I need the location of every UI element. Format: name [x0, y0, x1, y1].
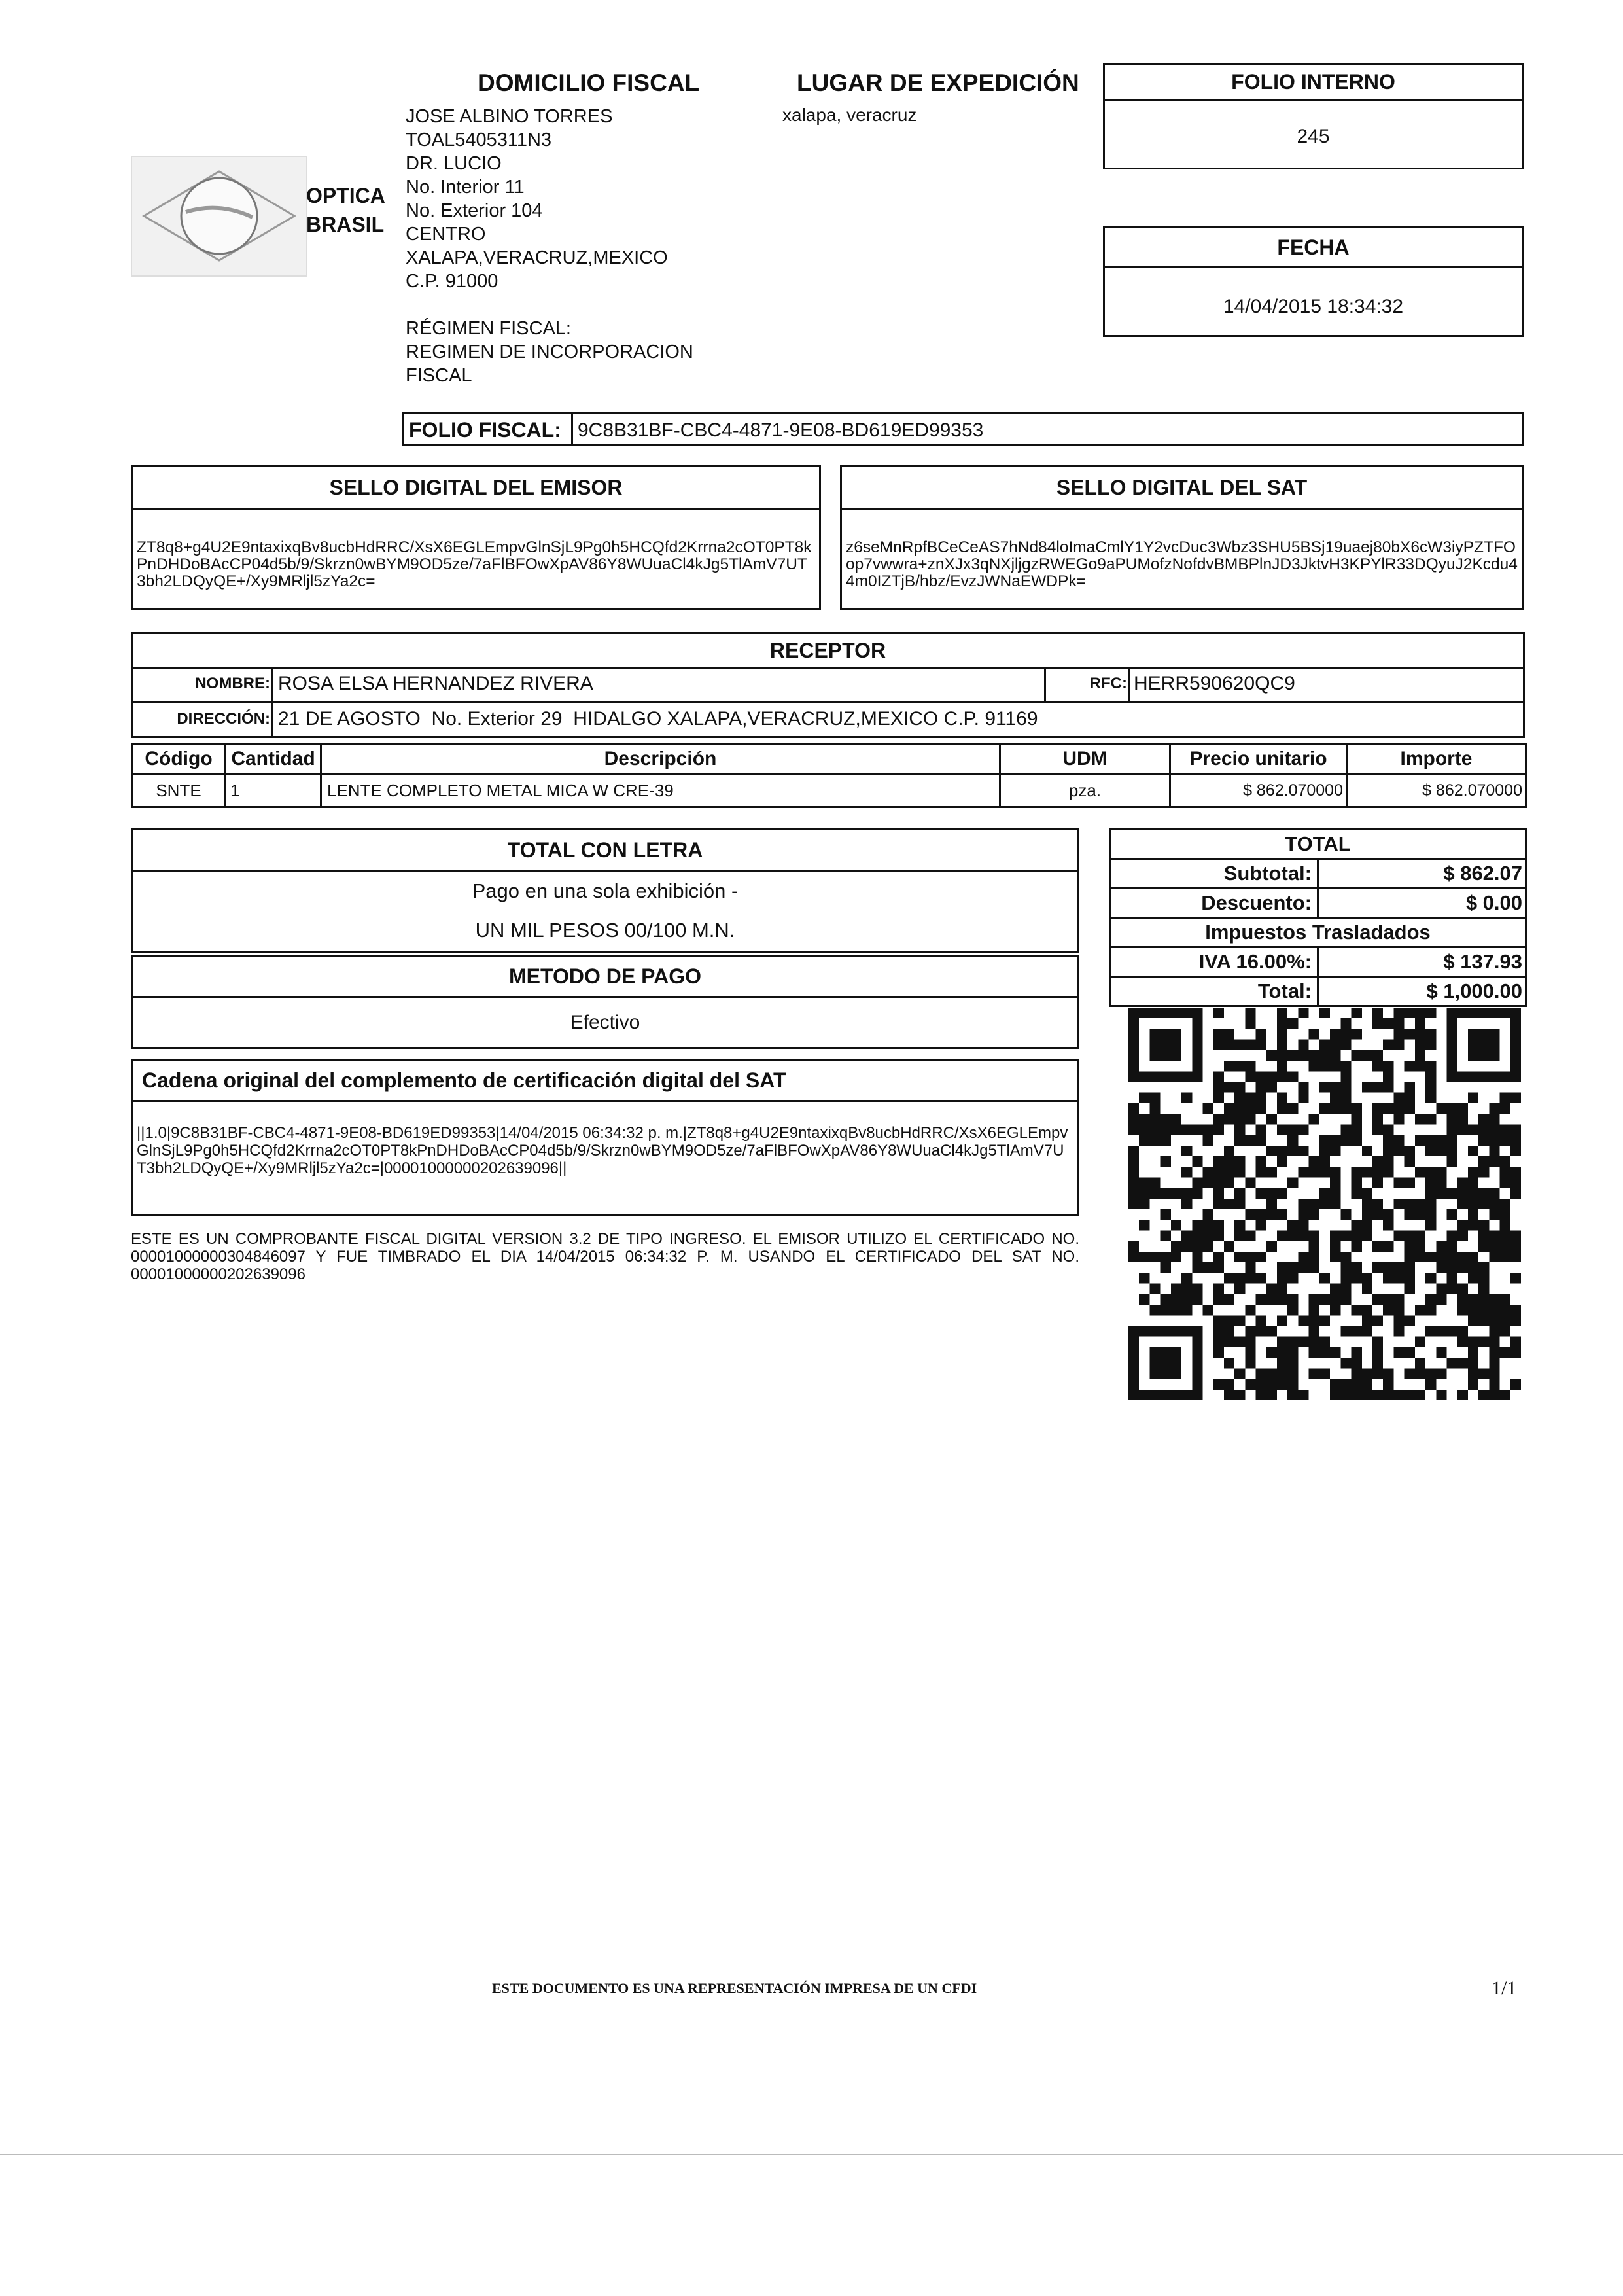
bottom-rule — [0, 2154, 1623, 2155]
domicilio-line: No. Interior 11 — [406, 177, 525, 198]
logo-line-1: OPTICA — [306, 184, 385, 207]
rfc-label: RFC: — [1089, 675, 1127, 692]
items-table — [131, 743, 1527, 808]
cadena-heading: Cadena original del complemento de certificación digital del SAT — [133, 1061, 1077, 1102]
page-number: 1/1 — [1492, 1977, 1517, 1999]
sello-sat-heading: SELLO DIGITAL DEL SAT — [842, 467, 1522, 510]
logo — [131, 156, 307, 277]
receptor-box — [131, 632, 1525, 738]
totales-table — [1109, 828, 1527, 1007]
cell-udm: pza. — [1000, 775, 1170, 807]
nombre-divider — [271, 668, 273, 701]
rfc-value: HERR590620QC9 — [1134, 673, 1295, 694]
col-codigo: Código — [132, 744, 226, 775]
receptor-row-nombre — [133, 668, 1523, 703]
nombre-label: NOMBRE: — [195, 675, 270, 692]
total-value: $ 1,000.00 — [1318, 977, 1526, 1006]
cell-cantidad: 1 — [226, 775, 321, 807]
col-importe: Importe — [1347, 744, 1526, 775]
iva-value: $ 137.93 — [1318, 947, 1526, 977]
cell-importe: $ 862.070000 — [1347, 775, 1526, 807]
col-cantidad: Cantidad — [226, 744, 321, 775]
folio-interno-box — [1103, 63, 1524, 169]
total-label: Total: — [1110, 977, 1318, 1006]
domicilio-line: DR. LUCIO — [406, 153, 502, 174]
folio-interno-value: 245 — [1297, 126, 1330, 147]
col-descripcion: Descripción — [321, 744, 1000, 775]
total-letra-line2: UN MIL PESOS 00/100 M.N. — [475, 919, 735, 942]
metodo-pago-heading: METODO DE PAGO — [133, 957, 1077, 998]
leyenda-cfdi: ESTE ES UN COMPROBANTE FISCAL DIGITAL VERSION 3.2 DE TIPO INGRESO. EL EMISOR UTILIZO EL CERTIFICADO NO. 00001000000304846097 Y FUE TIMBRADO EL DIA 14/04/2015 06:34:32 P. M. USANDO EL CERTIFICADO DEL SAT NO. 00001000000202639096 — [131, 1230, 1079, 1283]
receptor-row-direccion — [133, 703, 1523, 735]
domicilio-line: C.P. 91000 — [406, 271, 498, 292]
sello-emisor-heading: SELLO DIGITAL DEL EMISOR — [133, 467, 819, 510]
fecha-value: 14/04/2015 18:34:32 — [1223, 296, 1404, 317]
descuento-label: Descuento: — [1110, 889, 1318, 918]
sello-emisor-box — [131, 465, 821, 610]
domicilio-lines — [406, 105, 668, 293]
lugar-heading: LUGAR DE EXPEDICIÓN — [797, 69, 1079, 96]
footer-text: ESTE DOCUMENTO ES UNA REPRESENTACIÓN IMPRESA DE UN CFDI — [492, 1980, 977, 1996]
direccion-value: 21 DE AGOSTO No. Exterior 29 HIDALGO XALAPA,VERACRUZ,MEXICO C.P. 91169 — [278, 708, 1038, 730]
rfc-divider — [1128, 668, 1130, 701]
receptor-heading: RECEPTOR — [133, 634, 1523, 669]
folio-interno-heading: FOLIO INTERNO — [1105, 65, 1522, 101]
subtotal-label: Subtotal: — [1110, 859, 1318, 889]
folio-fiscal-divider — [571, 414, 573, 444]
logo-emblem-icon — [132, 157, 306, 275]
sello-emisor-value: ZT8q8+g4U2E9ntaxixqBv8ucbHdRRC/XsX6EGLEmpvGlnSjL9Pg0h5HCQfd2Krrna2cOT0PT8kPnDHDoBAcCP04d5b/9/Skrzn0wBYM9OD5ze/7aFlBFOwXpAV86Y8WUuaCl4kJg5TlAmV7UT3bh2LDQyQE+/Xy9MRljl5zYa2c= — [137, 539, 812, 590]
descuento-value: $ 0.00 — [1318, 889, 1526, 918]
domicilio-heading: DOMICILIO FISCAL — [478, 69, 700, 96]
fecha-heading: FECHA — [1105, 228, 1522, 268]
domicilio-line: No. Exterior 104 — [406, 200, 543, 221]
col-udm: UDM — [1000, 744, 1170, 775]
col-precio: Precio unitario — [1170, 744, 1347, 775]
total-letra-box — [131, 828, 1079, 953]
cell-descripcion: LENTE COMPLETO METAL MICA W CRE-39 — [321, 775, 1000, 807]
regimen-line: FISCAL — [406, 365, 472, 386]
metodo-pago-value: Efectivo — [570, 1012, 640, 1033]
direccion-divider — [271, 703, 273, 736]
logo-line-2: BRASIL — [306, 213, 385, 236]
regimen-line: REGIMEN DE INCORPORACION — [406, 342, 693, 362]
cadena-value: ||1.0|9C8B31BF-CBC4-4871-9E08-BD619ED99353|14/04/2015 06:34:32 p. m.|ZT8q8+g4U2E9ntaxixqBv8ucbHdRRC/XsX6EGLEmpvGlnSjL9Pg0h5HCQfd2Krrna2cOT0PT8kPnDHDoBAcCP04d5b/9/Skrzn0wBYM9OD5ze/7aFlBFOwXpAV86Y8WUuaCl4kJg5TlAmV7UT3bh2LDQyQE+/Xy9MRljl5zYa2c=|00001000000202639096|| — [137, 1124, 1068, 1177]
qr-modules — [1128, 1008, 1521, 1400]
regimen-fiscal — [406, 317, 693, 387]
domicilio-line: JOSE ALBINO TORRES — [406, 106, 613, 127]
cell-precio: $ 862.070000 — [1170, 775, 1347, 807]
folio-fiscal-label: FOLIO FISCAL: — [409, 418, 561, 442]
folio-fiscal-value: 9C8B31BF-CBC4-4871-9E08-BD619ED99353 — [578, 419, 984, 441]
domicilio-line: TOAL5405311N3 — [406, 130, 552, 150]
impuestos-label: Impuestos Trasladados — [1110, 918, 1526, 947]
items-header-row — [132, 744, 1526, 775]
table-row — [132, 775, 1526, 807]
fecha-box — [1103, 226, 1524, 337]
totales-heading: TOTAL — [1110, 830, 1526, 859]
cell-codigo: SNTE — [132, 775, 226, 807]
subtotal-value: $ 862.07 — [1318, 859, 1526, 889]
lugar-value: xalapa, veracruz — [782, 105, 917, 125]
domicilio-line: XALAPA,VERACRUZ,MEXICO — [406, 247, 668, 268]
sello-sat-value: z6seMnRpfBCeCeAS7hNd84loImaCmlY1Y2vcDuc3Wbz3SHU5BSj19uaej80bX6cW3iyPZTFOop7vwwra+znXJx3qNXjljgzRWEGo9aPUMofzNofdvBMBPlnJD3JktvH3KPYlR33DQyuJ2Kcdu44m0IZTjB/hbz/EvzJWNaEWDPk= — [846, 539, 1518, 590]
direccion-label: DIRECCIÓN: — [177, 710, 270, 728]
logo-text — [306, 181, 385, 239]
regimen-line: RÉGIMEN FISCAL: — [406, 318, 571, 339]
qr-code — [1128, 1008, 1521, 1400]
iva-label: IVA 16.00%: — [1110, 947, 1318, 977]
folio-fiscal-box — [402, 412, 1524, 446]
sello-sat-box — [840, 465, 1524, 610]
metodo-pago-box — [131, 955, 1079, 1049]
total-letra-heading: TOTAL CON LETRA — [133, 830, 1077, 872]
nombre-value: ROSA ELSA HERNANDEZ RIVERA — [278, 673, 593, 694]
total-letra-line1: Pago en una sola exhibición - — [472, 879, 739, 902]
cadena-box — [131, 1059, 1079, 1216]
domicilio-line: CENTRO — [406, 224, 486, 245]
